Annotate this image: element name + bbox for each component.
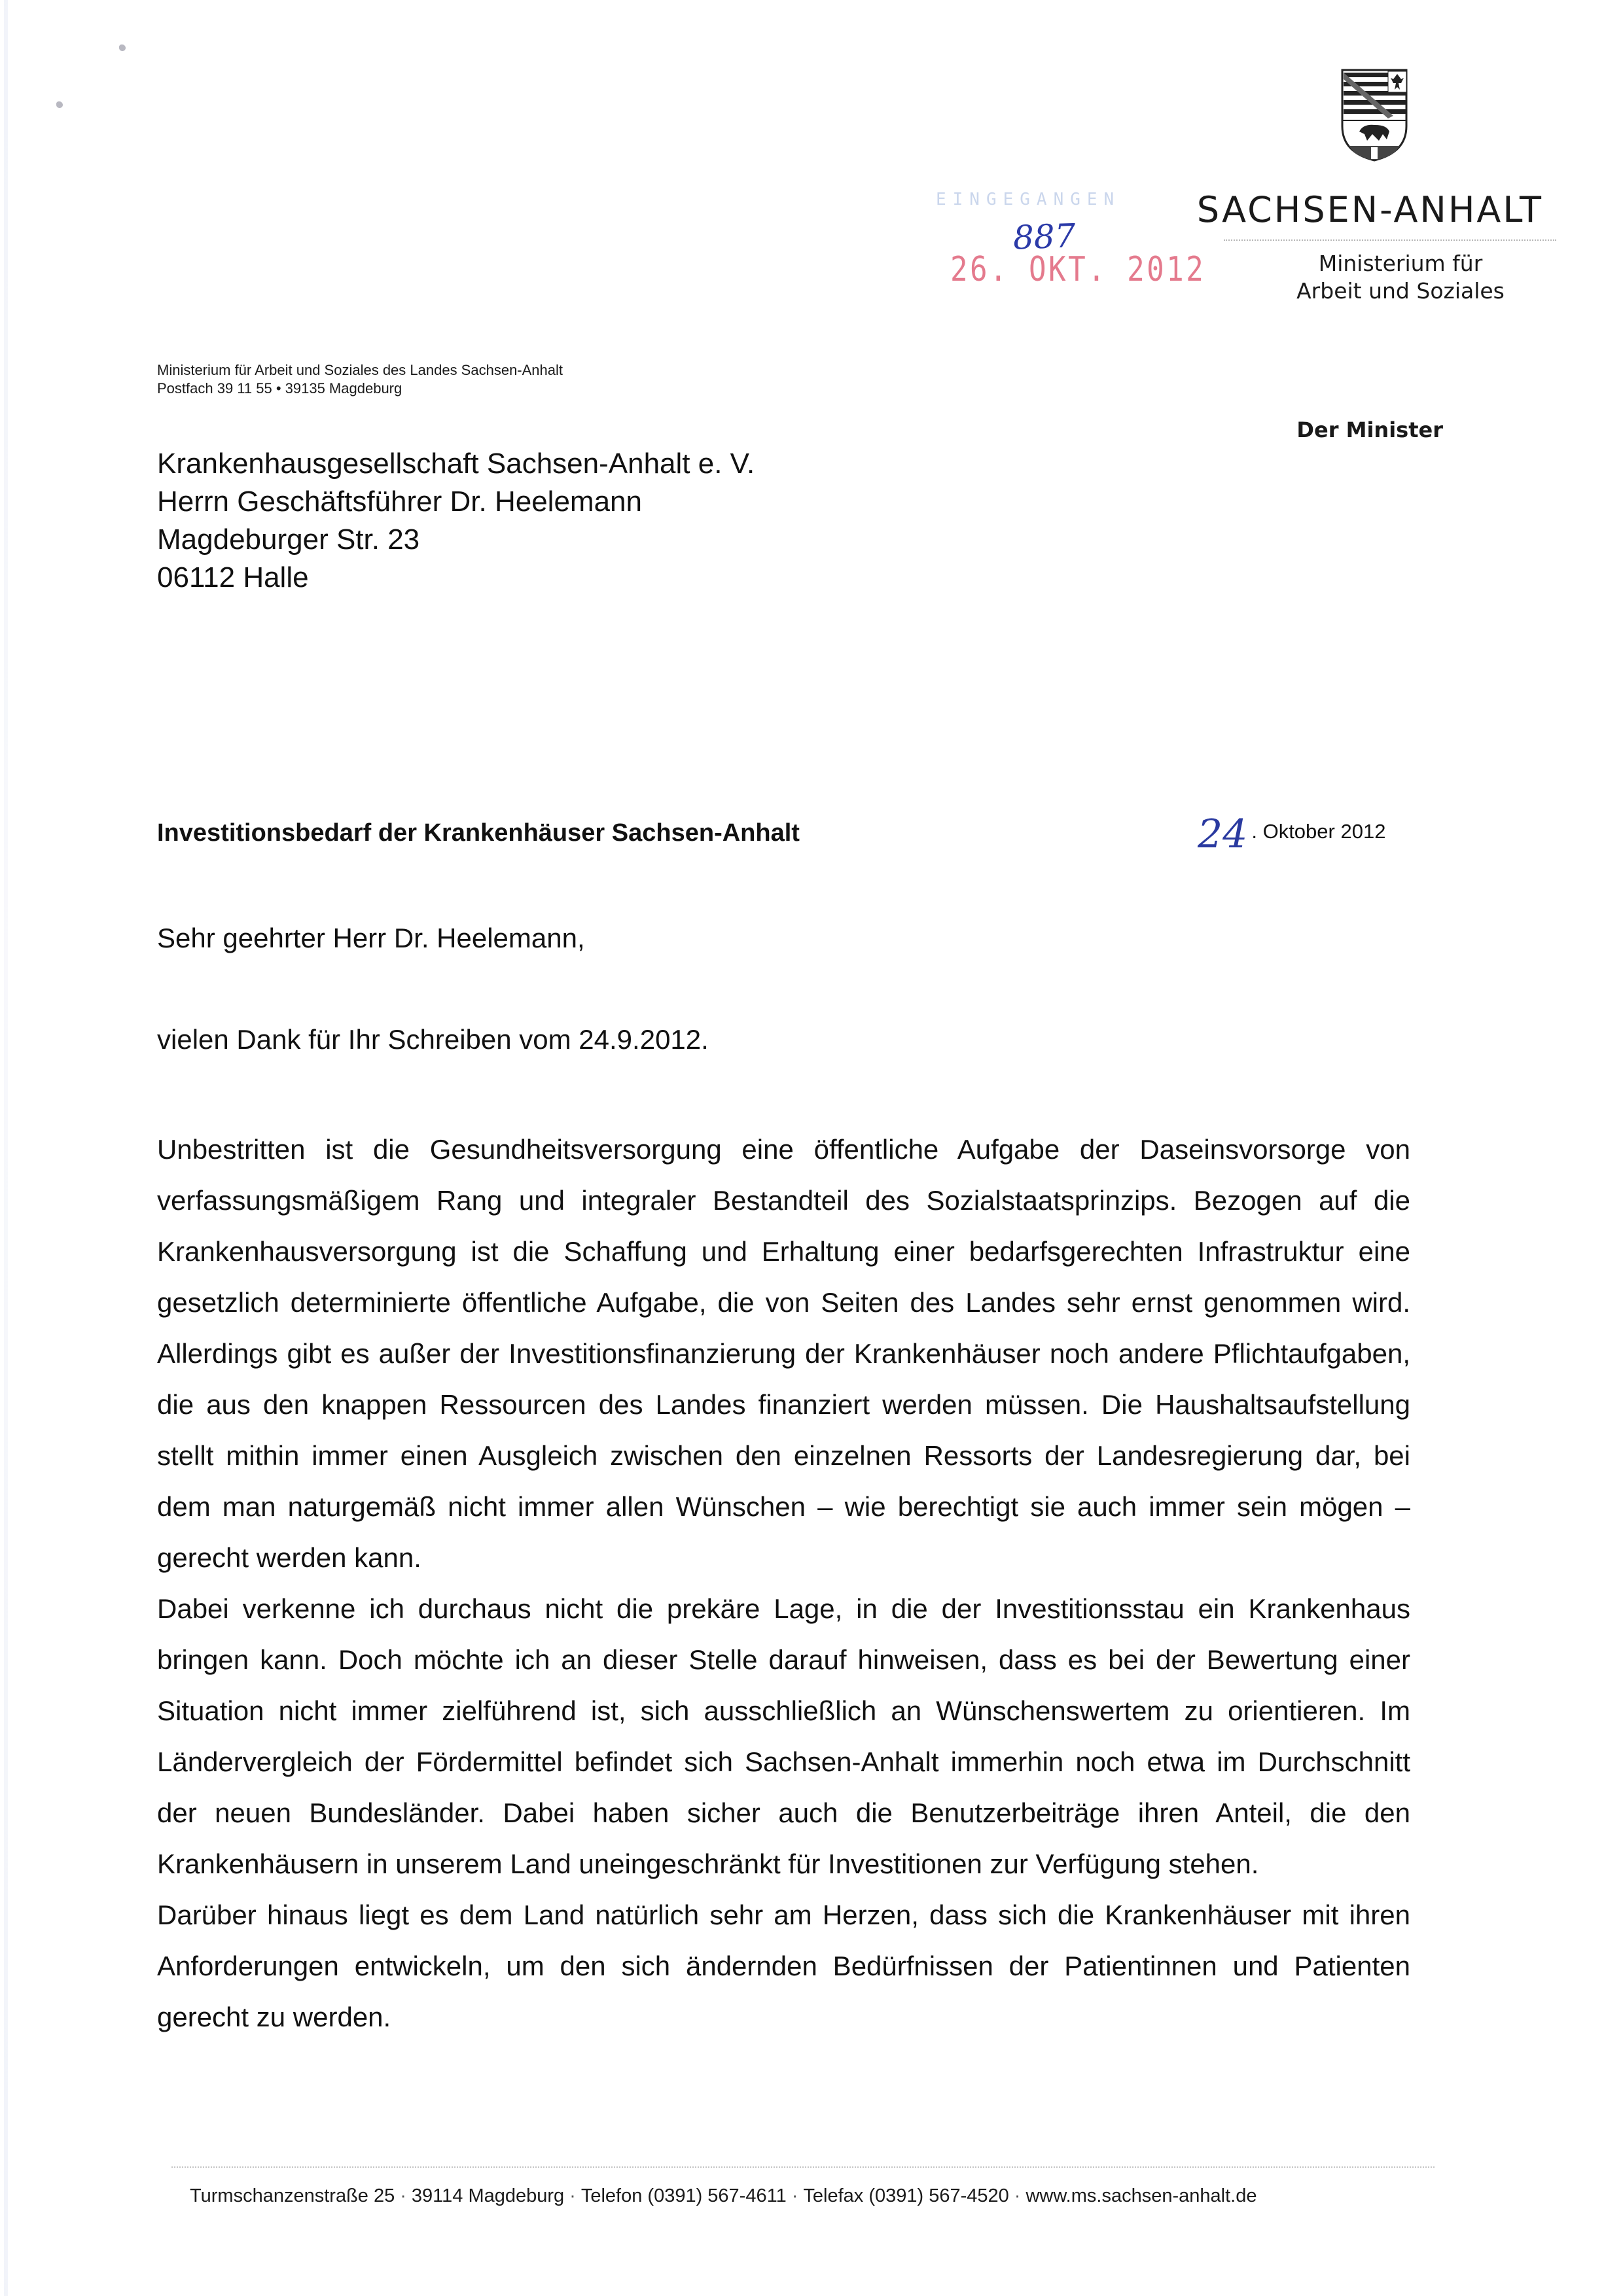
- letter-body: [157, 1124, 1410, 2043]
- received-stamp-faded: EINGEGANGEN: [936, 190, 1121, 209]
- scan-speck: [119, 44, 126, 51]
- letterhead-divider: [1224, 239, 1556, 241]
- footer-website[interactable]: www.ms.sachsen-anhalt.de: [1026, 2185, 1257, 2206]
- recipient-address: [157, 445, 755, 597]
- recipient-city: 06112 Halle: [157, 561, 309, 593]
- registry-number-handwritten: 887: [1012, 217, 1077, 257]
- footer-contact: [190, 2185, 1257, 2207]
- date-month-year: . Oktober 2012: [1251, 820, 1386, 843]
- ministry-name: [1191, 250, 1558, 305]
- sender-role: Der Minister: [1296, 417, 1443, 442]
- body-paragraph: Unbestritten ist die Gesundheitsversorgung eine öffentliche Aufgabe der Daseinsvorsorge von verfassungsmäßigem Rang und integraler Bestandteil des Sozialstaatsprinzips. Bezogen auf die Krankenhausversorgung ist die Schaffung und Erhaltung einer bedarfsgerechten Infrastruktur eine gesetzlich determinierte öffentliche Aufgabe, die von Seiten des Landes sehr ernst genommen wird. Allerdings gibt es außer der Investitionsfinanzierung der Krankenhäuser noch andere Pflichtaufgaben, die aus den knappen Ressourcen des Landes finanziert werden müssen. Die Haushaltsaufstellung stellt mithin immer einen Ausgleich zwischen den einzelnen Ressorts der Landesregierung dar, bei dem man naturgemäß nicht immer allen Wünschen – wie berechtigt sie auch immer sein mögen – gerecht werden kann.: [157, 1134, 1410, 1573]
- footer-city: 39114 Magdeburg: [411, 2185, 565, 2206]
- footer-separator: ·: [400, 2185, 406, 2206]
- footer-address: Turmschanzenstraße 25: [190, 2185, 395, 2206]
- footer-phone: Telefon (0391) 567-4611: [580, 2185, 787, 2206]
- recipient-street: Magdeburger Str. 23: [157, 523, 420, 556]
- footer-fax: Telefax (0391) 567-4520: [803, 2185, 1009, 2206]
- ministry-line-1: Ministerium für: [1318, 251, 1483, 276]
- scan-speck: [56, 101, 63, 108]
- recipient-organization: Krankenhausgesellschaft Sachsen-Anhalt e. V.: [157, 448, 755, 480]
- sender-line-2: Postfach 39 11 55 • 39135 Magdeburg: [157, 380, 402, 397]
- body-paragraph: Dabei verkenne ich durchaus nicht die prekäre Lage, in die der Investitionsstau ein Krankenhaus bringen kann. Doch möchte ich an dieser Stelle darauf hinweisen, dass es bei der Bewertung einer Situation nicht immer zielführend ist, sich ausschließlich an Wünschenswertem zu orientieren. Im Ländervergleich der Fördermittel befindet sich Sachsen-Anhalt immerhin noch etwa im Durchschnitt der neuen Bundesländer. Dabei haben sicher auch die Benutzerbeiträge ihren Anteil, die den Krankenhäusern in unserem Land uneingeschränkt für Investitionen zur Verfügung stehen.: [157, 1593, 1410, 1879]
- footer-separator: ·: [791, 2185, 798, 2206]
- footer-separator: ·: [1014, 2185, 1021, 2206]
- scan-edge: [4, 0, 8, 2296]
- letterhead: [1191, 69, 1558, 305]
- coat-of-arms-icon: [1341, 69, 1408, 162]
- letter-subject: Investitionsbedarf der Krankenhäuser Sachsen-Anhalt: [157, 819, 800, 847]
- state-name: SACHSEN-ANHALT: [1196, 189, 1543, 230]
- ministry-line-2: Arbeit und Soziales: [1296, 278, 1505, 304]
- salutation: Sehr geehrter Herr Dr. Heelemann,: [157, 923, 585, 953]
- recipient-person: Herrn Geschäftsführer Dr. Heelemann: [157, 486, 642, 518]
- footer-divider: [171, 2166, 1435, 2168]
- sender-return-address: [157, 361, 563, 398]
- body-paragraph: Darüber hinaus liegt es dem Land natürlich sehr am Herzen, dass sich die Krankenhäuser mit ihren Anforderungen entwickeln, um den sich ändernden Bedürfnissen der Patientinnen und Patienten gerecht zu werden.: [157, 1899, 1410, 2032]
- sender-line-1: Ministerium für Arbeit und Soziales des Landes Sachsen-Anhalt: [157, 362, 563, 378]
- intro-sentence: vielen Dank für Ihr Schreiben vom 24.9.2012.: [157, 1024, 709, 1055]
- footer-separator: ·: [569, 2185, 576, 2206]
- received-date-stamp: 26. OKT. 2012: [950, 250, 1206, 289]
- date-day-handwritten: 24: [1198, 811, 1248, 857]
- letter-date: [1198, 811, 1385, 857]
